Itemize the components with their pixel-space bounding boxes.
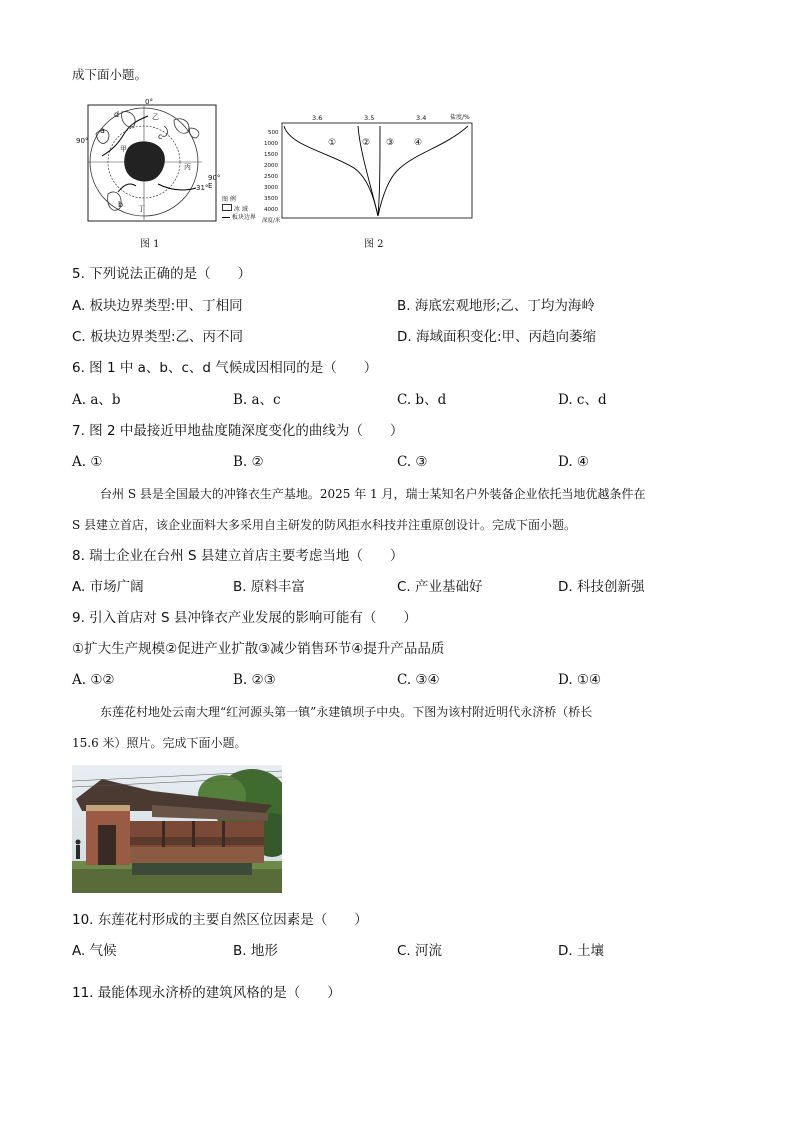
q5-stem: 5. 下列说法正确的是（ ） bbox=[72, 266, 252, 282]
q10-option-b[interactable]: B. 地形 bbox=[233, 943, 278, 959]
q8-option-c[interactable]: C. 产业基础好 bbox=[397, 579, 483, 595]
q11-stem: 11. 最能体现永济桥的建筑风格的是（ ） bbox=[72, 985, 341, 1001]
figure-2-caption: 图 2 bbox=[364, 239, 384, 250]
figure-2-salinity-chart bbox=[262, 112, 478, 230]
curve-label-4: ④ bbox=[414, 138, 423, 148]
label-c: c bbox=[158, 132, 163, 141]
passage-3-line-2: 15.6 米）照片。完成下面小题。 bbox=[72, 736, 247, 750]
q5-option-d[interactable]: D. 海域面积变化:甲、丙趋向萎缩 bbox=[397, 329, 597, 345]
q7-stem: 7. 图 2 中最接近甲地盐度随深度变化的曲线为（ ） bbox=[72, 423, 404, 439]
q7-option-d[interactable]: D. ④ bbox=[558, 454, 590, 470]
q9-option-c[interactable]: C. ③④ bbox=[397, 672, 440, 688]
legend-title: 图 例 bbox=[222, 196, 236, 203]
curve-label-2: ② bbox=[362, 138, 371, 148]
label-b: b bbox=[118, 200, 124, 209]
q10-option-a[interactable]: A. 气候 bbox=[72, 943, 117, 959]
passage-2-line-2: S 县建立首店，该企业面料大多采用自主研发的防风拒水科技并注重原创设计。完成下面小题。 bbox=[72, 518, 577, 532]
intro-tail: 成下面小题。 bbox=[72, 67, 148, 82]
q9-option-b[interactable]: B. ②③ bbox=[233, 672, 276, 688]
q9-option-d[interactable]: D. ①④ bbox=[558, 672, 602, 688]
q10-option-c[interactable]: C. 河流 bbox=[397, 943, 443, 959]
polar-map-svg bbox=[78, 104, 221, 224]
yongji-bridge-photo bbox=[72, 765, 282, 893]
depth-tick-2000: 2000 bbox=[264, 163, 278, 169]
q6-option-a[interactable]: A. a、b bbox=[72, 392, 121, 408]
figure-1-legend bbox=[222, 196, 262, 222]
label-ding: 丁 bbox=[138, 205, 145, 213]
q6-stem: 6. 图 1 中 a、b、c、d 气候成因相同的是（ ） bbox=[72, 360, 378, 376]
top-tick-2: 3.5 bbox=[364, 114, 375, 122]
legend-ice: 冰 域 bbox=[233, 206, 248, 213]
q10-option-d[interactable]: D. 土壤 bbox=[558, 943, 604, 959]
label-deg90w: 90° bbox=[76, 137, 89, 145]
label-deg90e: 90° E bbox=[208, 174, 221, 190]
q8-option-a[interactable]: A. 市场广阔 bbox=[72, 579, 144, 595]
depth-tick-1500: 1500 bbox=[264, 152, 278, 158]
q7-option-c[interactable]: C. ③ bbox=[397, 454, 428, 470]
q8-stem: 8. 瑞士企业在台州 S 县建立首店主要考虑当地（ ） bbox=[72, 548, 404, 564]
q10-stem: 10. 东莲花村形成的主要自然区位因素是（ ） bbox=[72, 912, 368, 928]
depth-tick-3000: 3000 bbox=[264, 185, 278, 191]
legend-plate: 板块边界 bbox=[231, 214, 256, 221]
depth-tick-1000: 1000 bbox=[264, 141, 278, 147]
label-d: d bbox=[114, 110, 120, 119]
top-tick-1: 3.6 bbox=[312, 114, 323, 122]
bridge-photo-svg bbox=[72, 765, 282, 893]
curve-label-1: ① bbox=[328, 138, 337, 148]
q9-items: ①扩大生产规模②促进产业扩散③减少销售环节④提升产品品质 bbox=[72, 641, 445, 657]
q9-stem: 9. 引入首店对 S 县冲锋衣产业发展的影响可能有（ ） bbox=[72, 610, 417, 626]
q6-option-b[interactable]: B. a、c bbox=[233, 392, 281, 408]
figure-1-caption: 图 1 bbox=[140, 239, 160, 250]
passage-2-line-1: 台州 S 县是全国最大的冲锋衣生产基地。2025 年 1 月，瑞士某知名户外装备企业依托当地优越条件在 bbox=[100, 487, 646, 501]
depth-unit: 深度/米 bbox=[262, 218, 281, 224]
q7-option-b[interactable]: B. ② bbox=[233, 454, 264, 470]
passage-3-line-1: 东莲花村地处云南大理“红河源头第一镇”永建镇坝子中央。下图为该村附近明代永济桥（桥长 bbox=[100, 705, 593, 719]
label-jia: 甲 bbox=[120, 145, 127, 153]
q9-option-a[interactable]: A. ①② bbox=[72, 672, 115, 688]
q6-option-d[interactable]: D. c、d bbox=[558, 392, 607, 408]
depth-tick-4000: 4000 bbox=[264, 207, 278, 213]
q6-option-c[interactable]: C. b、d bbox=[397, 392, 447, 408]
label-deg31: 31° bbox=[196, 184, 209, 192]
top-tick-3: 3.4 bbox=[416, 114, 427, 122]
depth-tick-500: 500 bbox=[268, 130, 279, 136]
depth-tick-3500: 3500 bbox=[264, 196, 278, 202]
label-yi: 乙 bbox=[152, 113, 159, 121]
curve-label-3: ③ bbox=[386, 138, 395, 148]
q5-option-a[interactable]: A. 板块边界类型:甲、丁相同 bbox=[72, 298, 243, 314]
curve-3 bbox=[378, 126, 380, 216]
depth-tick-2500: 2500 bbox=[264, 174, 278, 180]
q7-option-a[interactable]: A. ① bbox=[72, 454, 103, 470]
q8-option-b[interactable]: B. 原料丰富 bbox=[233, 579, 305, 595]
q8-option-d[interactable]: D. 科技创新强 bbox=[558, 579, 645, 595]
salinity-svg bbox=[268, 112, 478, 230]
label-a: a bbox=[100, 126, 105, 135]
q5-option-c[interactable]: C. 板块边界类型:乙、丙不同 bbox=[72, 329, 244, 345]
top-unit: 盐度/% bbox=[450, 114, 470, 121]
q5-option-b[interactable]: B. 海底宏观地形;乙、丁均为海岭 bbox=[397, 298, 595, 314]
figure-1-map bbox=[76, 98, 221, 224]
label-bing: 丙 bbox=[184, 163, 191, 171]
label-deg0: 0° bbox=[145, 98, 153, 106]
